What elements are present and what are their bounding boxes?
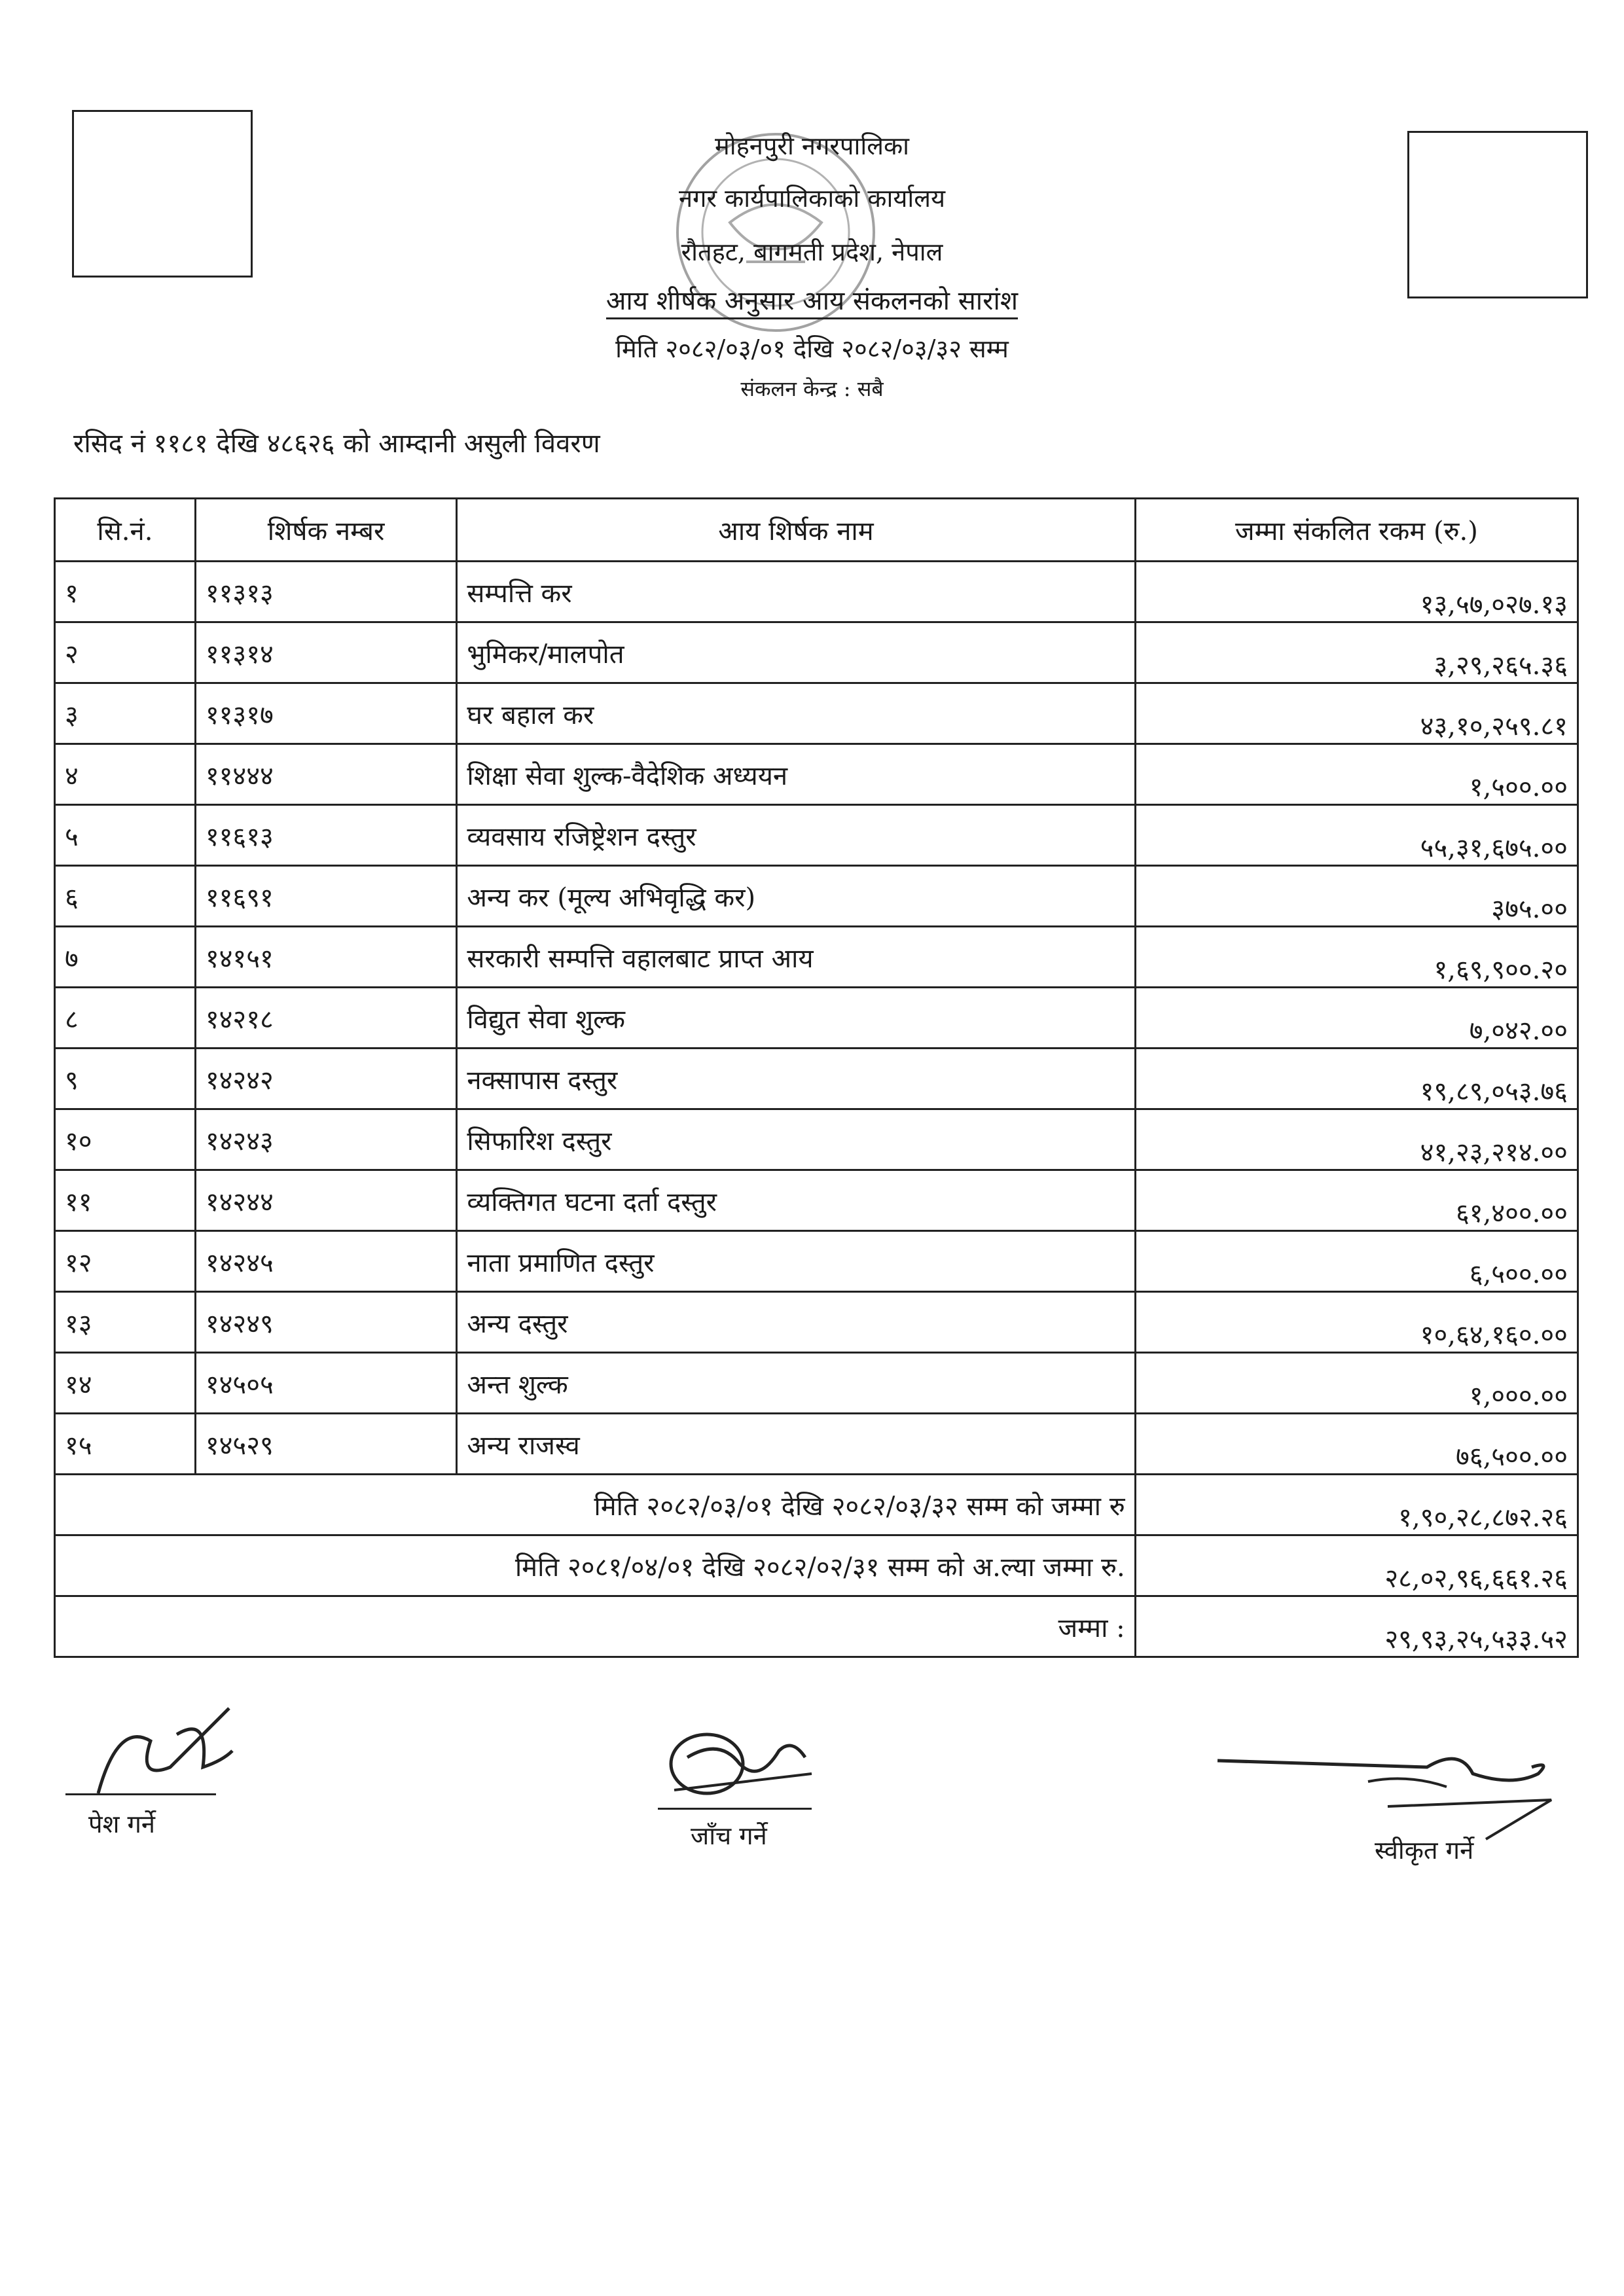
row-sn: ११ bbox=[55, 1170, 196, 1231]
row-sn: २ bbox=[55, 622, 196, 683]
row-amount: ४३,१०,२५९.८१ bbox=[1135, 683, 1578, 744]
date-range: मिति २०८२/०३/०१ देखि २०८२/०३/३२ सम्म bbox=[615, 334, 1009, 363]
row-code: १४२४९ bbox=[195, 1292, 457, 1353]
row-sn: ९ bbox=[55, 1049, 196, 1109]
col-header-sn: सि.नं. bbox=[55, 499, 196, 562]
row-amount: ६,५००.०० bbox=[1135, 1231, 1578, 1292]
col-header-code: शिर्षक नम्बर bbox=[195, 499, 457, 562]
table-row bbox=[55, 927, 1578, 988]
row-name: व्यवसाय रजिष्ट्रेशन दस्तुर bbox=[457, 805, 1135, 866]
row-sn: ३ bbox=[55, 683, 196, 744]
row-name: अन्य कर (मूल्य अभिवृद्धि कर) bbox=[457, 866, 1135, 927]
table-row bbox=[55, 866, 1578, 927]
row-amount: ३,२९,२६५.३६ bbox=[1135, 622, 1578, 683]
row-amount: ५५,३१,६७५.०० bbox=[1135, 805, 1578, 866]
row-sn: १३ bbox=[55, 1292, 196, 1353]
grand-total-amount: २९,९३,२५,५३३.५२ bbox=[1135, 1596, 1578, 1657]
revenue-table bbox=[54, 497, 1579, 1658]
row-code: १४५२९ bbox=[195, 1414, 457, 1475]
row-name: सम्पत्ति कर bbox=[457, 562, 1135, 622]
row-sn: ८ bbox=[55, 988, 196, 1049]
receipt-range: रसिद नं ११८१ देखि ४८६२६ को आम्दानी असुली विवरण bbox=[73, 429, 600, 459]
row-name: नक्सापास दस्तुर bbox=[457, 1049, 1135, 1109]
total-current-label: मिति २०८२/०३/०१ देखि २०८२/०३/३२ सम्म को जम्मा रु bbox=[55, 1475, 1136, 1535]
table-row bbox=[55, 683, 1578, 744]
row-name: सिफारिश दस्तुर bbox=[457, 1109, 1135, 1170]
col-header-name: आय शिर्षक नाम bbox=[457, 499, 1135, 562]
row-sn: १५ bbox=[55, 1414, 196, 1475]
row-amount: ४१,२३,२१४.०० bbox=[1135, 1109, 1578, 1170]
report-title-text: आय शीर्षक अनुसार आय संकलनको सारांश bbox=[606, 286, 1018, 319]
row-amount: ३७५.०० bbox=[1135, 866, 1578, 927]
row-sn: १० bbox=[55, 1109, 196, 1170]
col-header-amount: जम्मा संकलित रकम (रु.) bbox=[1135, 499, 1578, 562]
grand-total-row bbox=[55, 1596, 1578, 1657]
row-code: १४५०५ bbox=[195, 1353, 457, 1414]
report-title bbox=[0, 281, 1624, 317]
total-current-amount: १,९०,२८,८७२.२६ bbox=[1135, 1475, 1578, 1535]
table-row bbox=[55, 622, 1578, 683]
table-row bbox=[55, 805, 1578, 866]
row-code: १४२४५ bbox=[195, 1231, 457, 1292]
row-sn: १ bbox=[55, 562, 196, 622]
office-subtitle: नगर कार्यपालिकाको कार्यालय bbox=[678, 184, 946, 213]
prepared-line bbox=[65, 1793, 216, 1795]
row-name: घर बहाल कर bbox=[457, 683, 1135, 744]
row-sn: ७ bbox=[55, 927, 196, 988]
row-amount: १९,८९,०५३.७६ bbox=[1135, 1049, 1578, 1109]
row-code: १४२४२ bbox=[195, 1049, 457, 1109]
table-row bbox=[55, 988, 1578, 1049]
row-amount: १,५००.०० bbox=[1135, 744, 1578, 805]
table-row bbox=[55, 1231, 1578, 1292]
row-code: १४२४४ bbox=[195, 1170, 457, 1231]
checked-line bbox=[658, 1808, 812, 1810]
total-previous-amount: २८,०२,९६,६६१.२६ bbox=[1135, 1535, 1578, 1596]
row-name: अन्त शुल्क bbox=[457, 1353, 1135, 1414]
row-code: १४२४३ bbox=[195, 1109, 457, 1170]
table-row bbox=[55, 1049, 1578, 1109]
row-amount: ७६,५००.०० bbox=[1135, 1414, 1578, 1475]
row-name: नाता प्रमाणित दस्तुर bbox=[457, 1231, 1135, 1292]
row-amount: १३,५७,०२७.१३ bbox=[1135, 562, 1578, 622]
table-row bbox=[55, 1109, 1578, 1170]
table-row bbox=[55, 562, 1578, 622]
table-row bbox=[55, 1292, 1578, 1353]
row-code: १४१५१ bbox=[195, 927, 457, 988]
row-amount: १,६९,९००.२० bbox=[1135, 927, 1578, 988]
row-name: विद्युत सेवा शुल्क bbox=[457, 988, 1135, 1049]
office-address: रौतहट, बागमती प्रदेश, नेपाल bbox=[681, 238, 943, 266]
row-code: ११३१३ bbox=[195, 562, 457, 622]
row-amount: ७,०४२.०० bbox=[1135, 988, 1578, 1049]
row-name: सरकारी सम्पत्ति वहालबाट प्राप्त आय bbox=[457, 927, 1135, 988]
row-sn: १२ bbox=[55, 1231, 196, 1292]
row-name: शिक्षा सेवा शुल्क-वैदेशिक अध्ययन bbox=[457, 744, 1135, 805]
row-sn: ५ bbox=[55, 805, 196, 866]
row-sn: ४ bbox=[55, 744, 196, 805]
table-header-row bbox=[55, 499, 1578, 562]
table-row bbox=[55, 744, 1578, 805]
total-row-current bbox=[55, 1475, 1578, 1535]
row-name: अन्य राजस्व bbox=[457, 1414, 1135, 1475]
row-code: ११३१४ bbox=[195, 622, 457, 683]
checked-label: जाँच गर्ने bbox=[691, 1821, 767, 1850]
row-sn: ६ bbox=[55, 866, 196, 927]
row-amount: ६१,४००.०० bbox=[1135, 1170, 1578, 1231]
row-name: व्यक्तिगत घटना दर्ता दस्तुर bbox=[457, 1170, 1135, 1231]
row-name: भुमिकर/मालपोत bbox=[457, 622, 1135, 683]
prepared-signature bbox=[79, 1695, 249, 1813]
table-body bbox=[55, 562, 1578, 1657]
table-row bbox=[55, 1170, 1578, 1231]
row-code: ११६९१ bbox=[195, 866, 457, 927]
table-row bbox=[55, 1414, 1578, 1475]
row-name: अन्य दस्तुर bbox=[457, 1292, 1135, 1353]
office-name: मोहनपुरी नगरपालिका bbox=[715, 132, 909, 160]
row-amount: १,०००.०० bbox=[1135, 1353, 1578, 1414]
row-sn: १४ bbox=[55, 1353, 196, 1414]
total-previous-label: मिति २०८१/०४/०१ देखि २०८२/०२/३१ सम्म को अ.ल्या जम्मा रु. bbox=[55, 1535, 1136, 1596]
approved-label: स्वीकृत गर्ने bbox=[1375, 1836, 1474, 1865]
grand-total-label: जम्मा : bbox=[55, 1596, 1136, 1657]
prepared-label: पेश गर्ने bbox=[88, 1810, 155, 1839]
row-code: ११३१७ bbox=[195, 683, 457, 744]
checked-signature bbox=[661, 1712, 818, 1816]
row-amount: १०,६४,१६०.०० bbox=[1135, 1292, 1578, 1353]
total-row-previous bbox=[55, 1535, 1578, 1596]
row-code: ११४४४ bbox=[195, 744, 457, 805]
collection-center: संकलन केन्द्र : सबै bbox=[740, 376, 884, 401]
table-row bbox=[55, 1353, 1578, 1414]
row-code: ११६१३ bbox=[195, 805, 457, 866]
row-code: १४२१८ bbox=[195, 988, 457, 1049]
